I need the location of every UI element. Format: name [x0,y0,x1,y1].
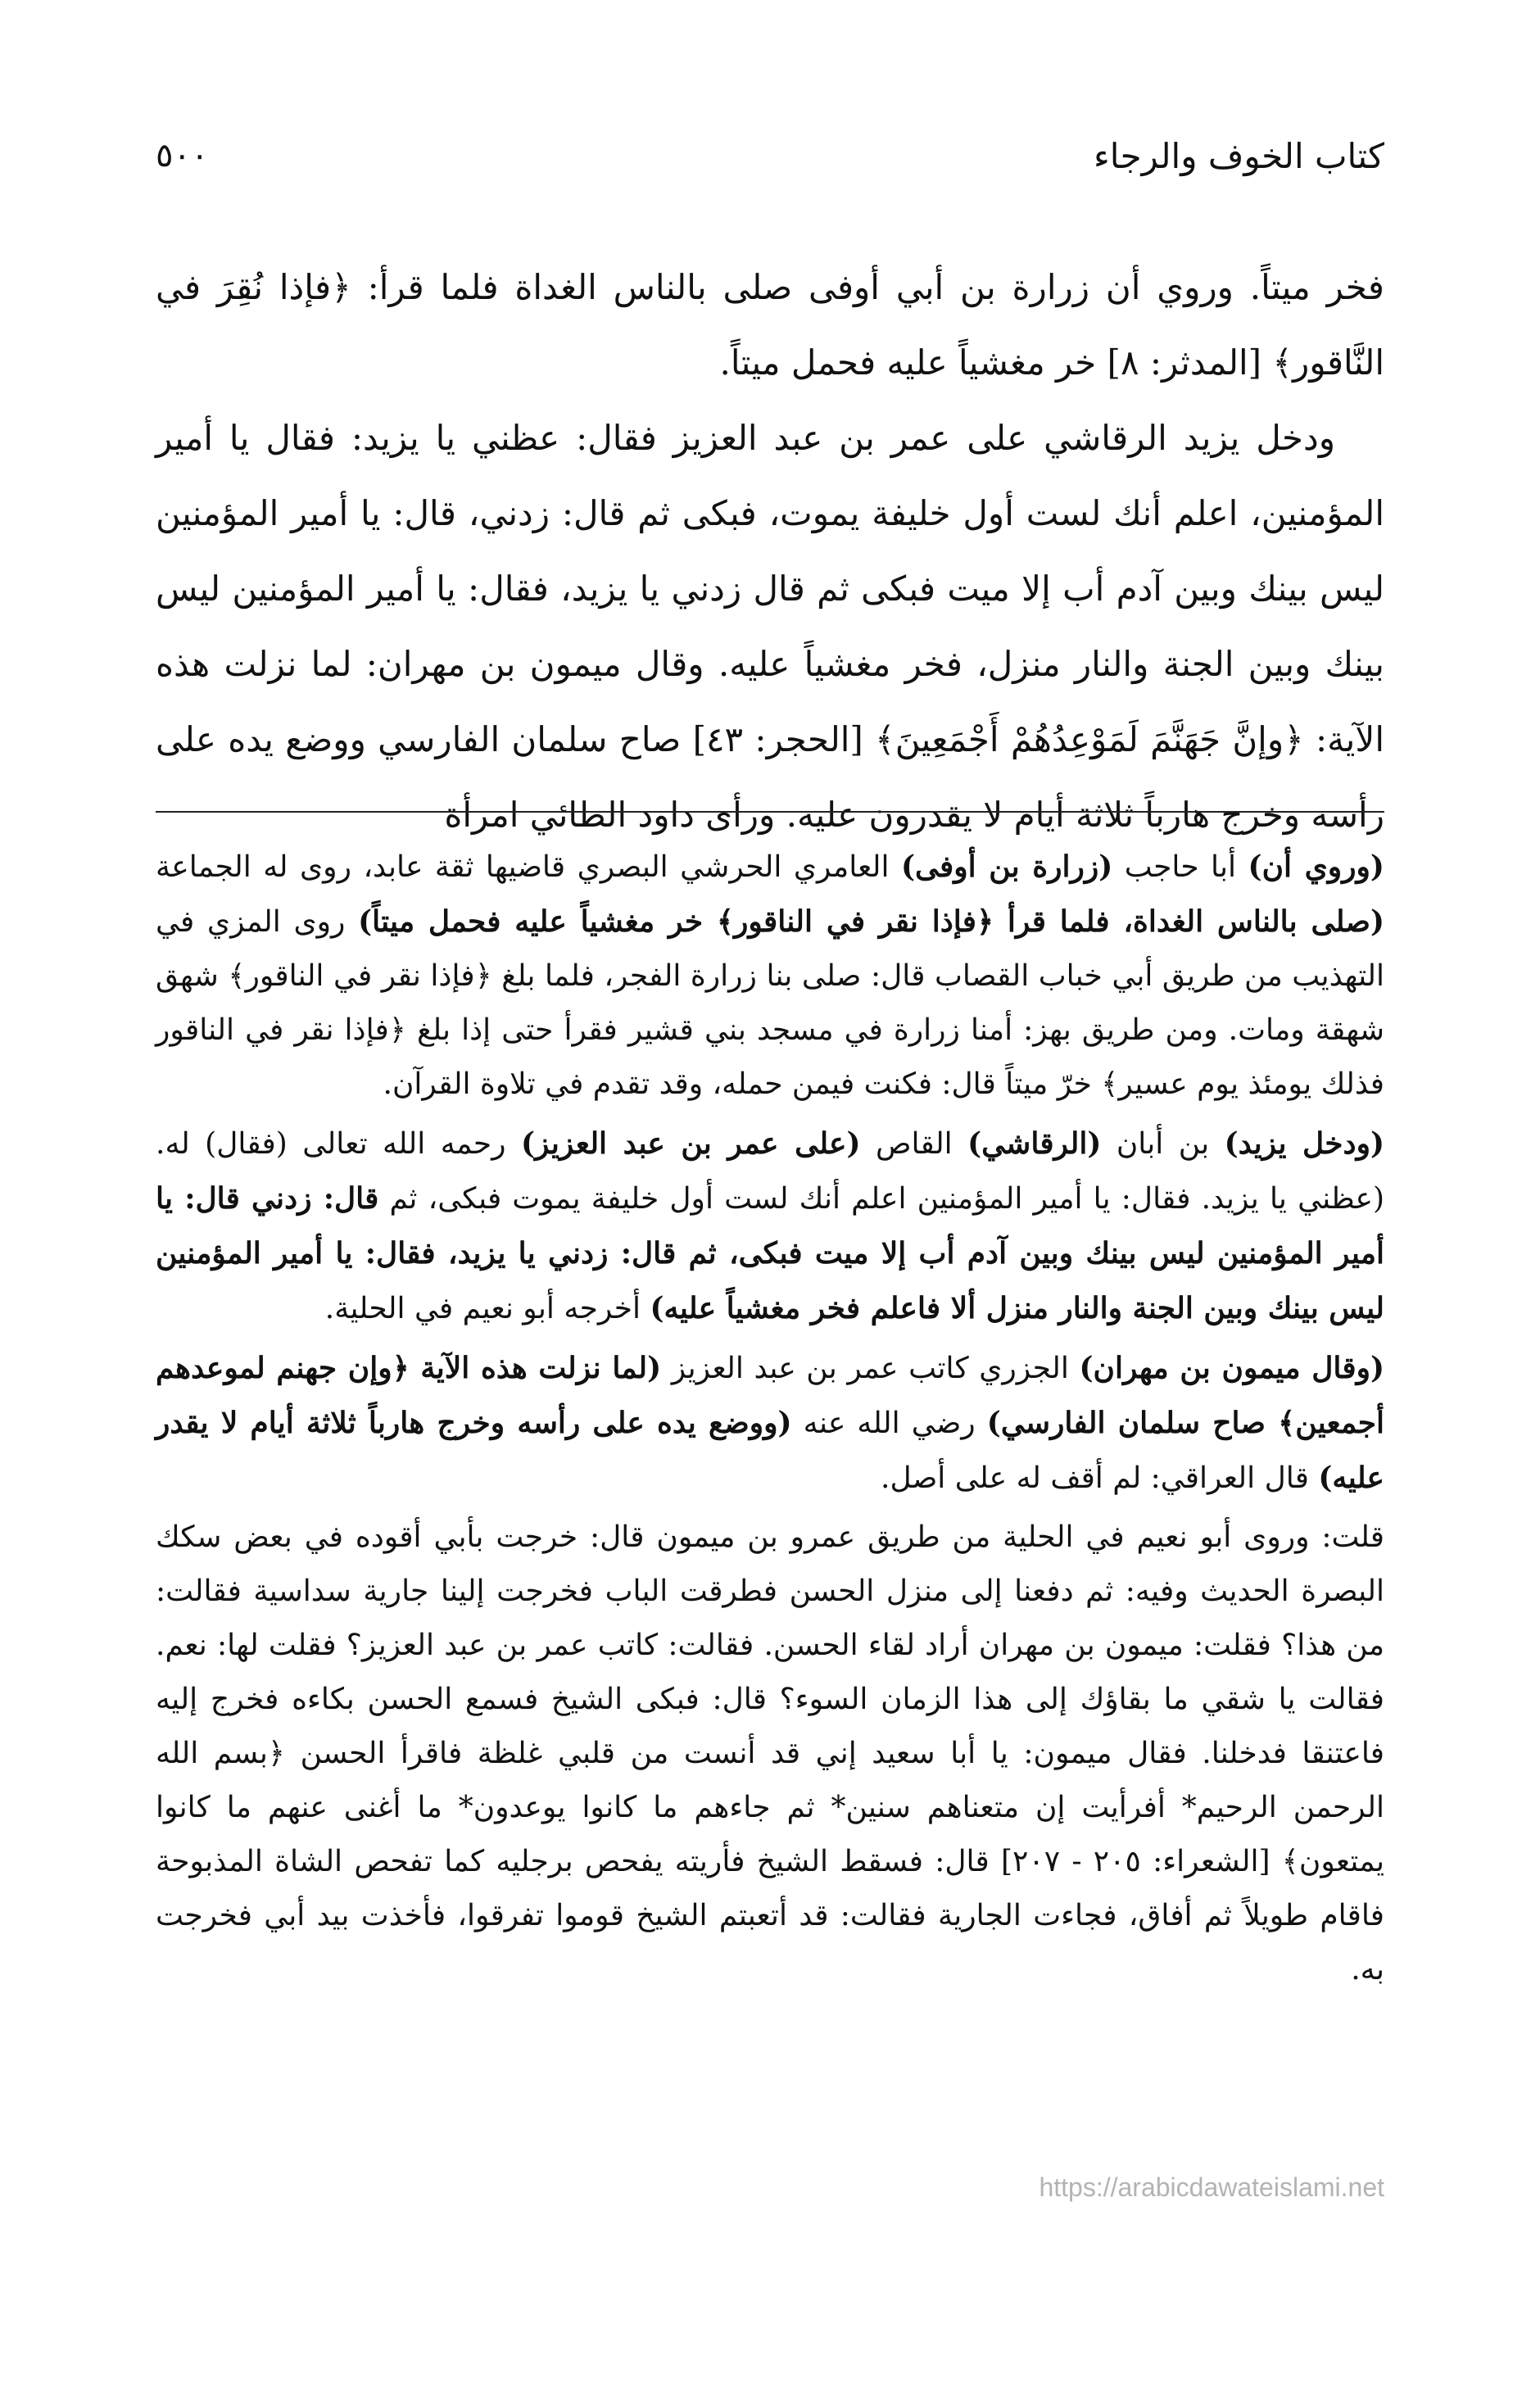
commentary-text: القاص [875,1127,953,1161]
page-number: ٥٠٠ [156,137,209,174]
quoted-text: (الرقاشي) [967,1126,1102,1161]
running-title: كتاب الخوف والرجاء [1094,135,1384,176]
commentary-text: أخرجه أبو نعيم في الحلية. [324,1292,641,1325]
quoted-text: (على عمر بن عبد العزيز) [520,1126,861,1161]
footnote-divider [156,811,1384,813]
quoted-text: (زرارة بن أوفى) [901,849,1113,884]
commentary-text: روى المزي في التهذيب من طريق أبي خباب القصاب قال: صلى بنا زرارة الفجر، فلما بلغ ﴿فإذا نقر في الناقور﴾ شهق شهقة ومات. ومن طريق بهز: أمنا زرارة في مسجد بني قشير فقرأ حتى إذا بلغ ﴿فإذا نقر في الناقور فذلك يومئذ يوم عسير﴾ خرّ ميتاً قال: فكنت فيمن حمله، وقد تقدم في تلاوة القرآن. [156,905,1384,1101]
commentary-text: رضي الله عنه [803,1407,976,1440]
commentary-text: رحمه الله تعالى (فقال) له. (عظني يا يزيد. فقال: يا أمير المؤمنين اعلم أنك لست أول خليفة يموت فبكى، ثم [156,1127,1384,1216]
quoted-text: (صلى بالناس الغداة، فلما قرأ ﴿فإذا نقر في الناقور﴾ خر مغشياً عليه فحمل ميتاً) [358,904,1384,939]
quoted-text: (ووضع يده على رأسه وخرج هارباً ثلاثة أيام لا يقدر عليه) [156,1406,1384,1495]
commentary-paragraph [156,1341,1384,1506]
commentary-paragraph [156,840,1384,1112]
commentary-text: قال العراقي: لم أقف له على أصل. [881,1461,1309,1495]
main-text [156,250,1384,853]
commentary-text: بن أبان [1116,1127,1210,1161]
quoted-text: (ودخل يزيد) [1224,1126,1384,1161]
commentary-text: أبا حاجب [1124,850,1237,884]
main-paragraph: فخر ميتاً. وروي أن زرارة بن أبي أوفى صلى بالناس الغداة فلما قرأ: ﴿فإذا نُقِرَ في النَّاقور﴾ [المدثر: ٨] خر مغشياً عليه فحمل ميتاً. [156,267,1384,383]
commentary-paragraph [156,1117,1384,1336]
main-paragraph: ودخل يزيد الرقاشي على عمر بن عبد العزيز فقال: عظني يا يزيد: فقال يا أمير المؤمنين، اعلم أنك لست أول خليفة يموت، فبكى ثم قال: زدني، قال: يا أمير المؤمنين ليس بينك وبين آدم أب إلا ميت فبكى ثم قال زدني يا يزيد، فقال: يا أمير المؤمنين ليس بينك وبين الجنة والنار منزل، فخر مغشياً عليه. وقال ميمون بن مهران: لما نزلت هذه الآية: ﴿وإنَّ جَهَنَّمَ لَمَوْعِدُهُمْ أَجْمَعِينَ﴾ [الحجر: ٤٣] صاح سلمان الفارسي ووضع يده على رأسه وخرج هارباً ثلاثة أيام لا يقدرون عليه. ورأى داود الطائي امرأة [156,418,1384,835]
commentary-section [156,840,1384,2002]
quoted-text: (لما نزلت هذه الآية ﴿وإن جهنم لموعدهم أجمعين﴾ صاح سلمان الفارسي) [156,1351,1384,1440]
commentary-text: الجزري كاتب عمر بن عبد العزيز [671,1352,1069,1385]
commentary-text: العامري الحرشي البصري قاضيها ثقة عابد، روى له الجماعة [156,850,890,884]
commentary-paragraph: قلت: وروى أبو نعيم في الحلية من طريق عمرو بن ميمون قال: خرجت بأبي أقوده في بعض سكك البصرة الحديث وفيه: ثم دفعنا إلى منزل الحسن فطرقت الباب فخرجت إلينا جارية سداسية فقالت: من هذا؟ فقلت: ميمون بن مهران أراد لقاء الحسن. فقالت: كاتب عمر بن عبد العزيز؟ فقلت لها: نعم. فقالت يا شقي ما بقاؤك إلى هذا الزمان السوء؟ قال: فبكى الشيخ فسمع الحسن بكاءه فخرج إليه فاعتنقا فدخلنا. فقال ميمون: يا أبا سعيد إني قد أنست من قلبي غلظة فاقرأ الحسن ﴿بسم الله الرحمن الرحيم* أفرأيت إن متعناهم سنين* ثم جاءهم ما كانوا يوعدون* ما أغنى عنهم ما كانوا يمتعون﴾ [الشعراء: ٢٠٥ - ٢٠٧] قال: فسقط الشيخ فأريته يفحص برجليه كما تفحص الشاة المذبوحة فاقام طويلاً ثم أفاق، فجاءت الجارية فقالت: قد أتعبتم الشيخ قوموا تفرقوا، فأخذت بيد أبي فخرجت به. [156,1520,1384,1987]
quoted-text: (وقال ميمون بن مهران) [1079,1351,1384,1385]
page-header [156,123,1384,188]
watermark-url: https://arabicdawateislami.net [1039,2172,1384,2202]
quoted-text: قال: زدني قال: يا أمير المؤمنين ليس بينك وبين آدم أب إلا ميت فبكى، ثم قال: زدني يا يزيد، فقال: يا أمير المؤمنين ليس بينك وبين الجنة والنار منزل ألا فاعلم فخر مغشياً عليه) [156,1181,1384,1325]
quoted-text: (وروي أن) [1248,849,1384,884]
